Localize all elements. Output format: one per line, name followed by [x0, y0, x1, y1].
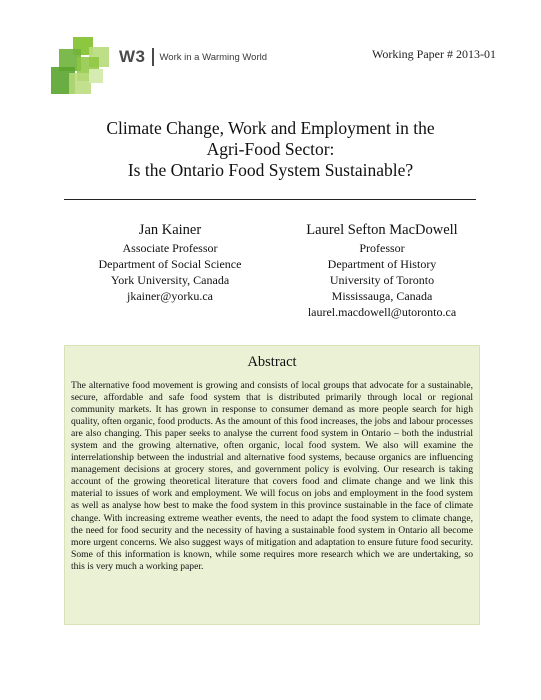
author-location: Mississauga, Canada: [331, 289, 433, 303]
author-block-macdowell: [262, 221, 502, 320]
abstract-box: [64, 345, 480, 625]
working-paper-number: Working Paper # 2013-01: [371, 47, 496, 61]
w3-logo-icon: [51, 37, 109, 94]
author-name: Jan Kainer: [138, 222, 202, 238]
author-title: Associate Professor: [122, 241, 218, 255]
author-title: Professor: [359, 241, 405, 255]
author-institution: York University, Canada: [110, 273, 230, 287]
author-email: jkainer@yorku.ca: [126, 289, 213, 303]
author-name: Laurel Sefton MacDowell: [306, 222, 458, 238]
abstract-heading: Abstract: [247, 354, 297, 370]
abstract-text: The alternative food movement is growing and consists of local groups that advocate for a sustainable, secure, affordable and safe food system that is distributed primarily through local or regional community markets. It has grown in response to consumer demand as more people search for high quality, often organic, food products. As the amount of this food increases, the jobs and labour processes are also changing. This paper seeks to analyse the current food system in Ontario – both the industrial system and the growing alternative, often organic, local food system. We also will examine the interrelationship between the industrial and alternative food systems, because organics are influencing management decisions at grocery stores, and government policy is evolving. Our research is taking account of the growing theoretical literature that covers food and climate change and we link this material to issues of work and employment. We will focus on jobs and employment in the food system as well as analyse how best to make the food system in this province sustainable in the face of climate change. With increasing extreme weather events, the need to adapt the food system to climate change, the need for food security and the necessity of having a sustainable food system in Ontario all become more urgent concerns. We also suggest ways of mitigation and adaptation to ensure future food security. Some of this information is known, while some requires more research which we are undertaking, so this is very much a working paper.: [71, 380, 473, 572]
author-email: laurel.macdowell@utoronto.ca: [307, 305, 457, 319]
author-institution: University of Toronto: [329, 273, 435, 287]
title-divider: [64, 199, 476, 200]
author-block-kainer: [55, 221, 285, 304]
paper-title: [40, 118, 501, 181]
logo-divider: [152, 48, 154, 66]
w3-logo-wordmark: [119, 47, 267, 67]
title-line-2: Agri-Food Sector:: [206, 139, 335, 159]
title-line-1: Climate Change, Work and Employment in the: [106, 118, 435, 138]
logo-tagline: Work in a Warming World: [159, 51, 268, 63]
author-department: Department of History: [327, 257, 437, 271]
author-department: Department of Social Science: [98, 257, 242, 271]
title-line-3: Is the Ontario Food System Sustainable?: [127, 160, 414, 180]
logo-name: W3: [119, 47, 146, 66]
